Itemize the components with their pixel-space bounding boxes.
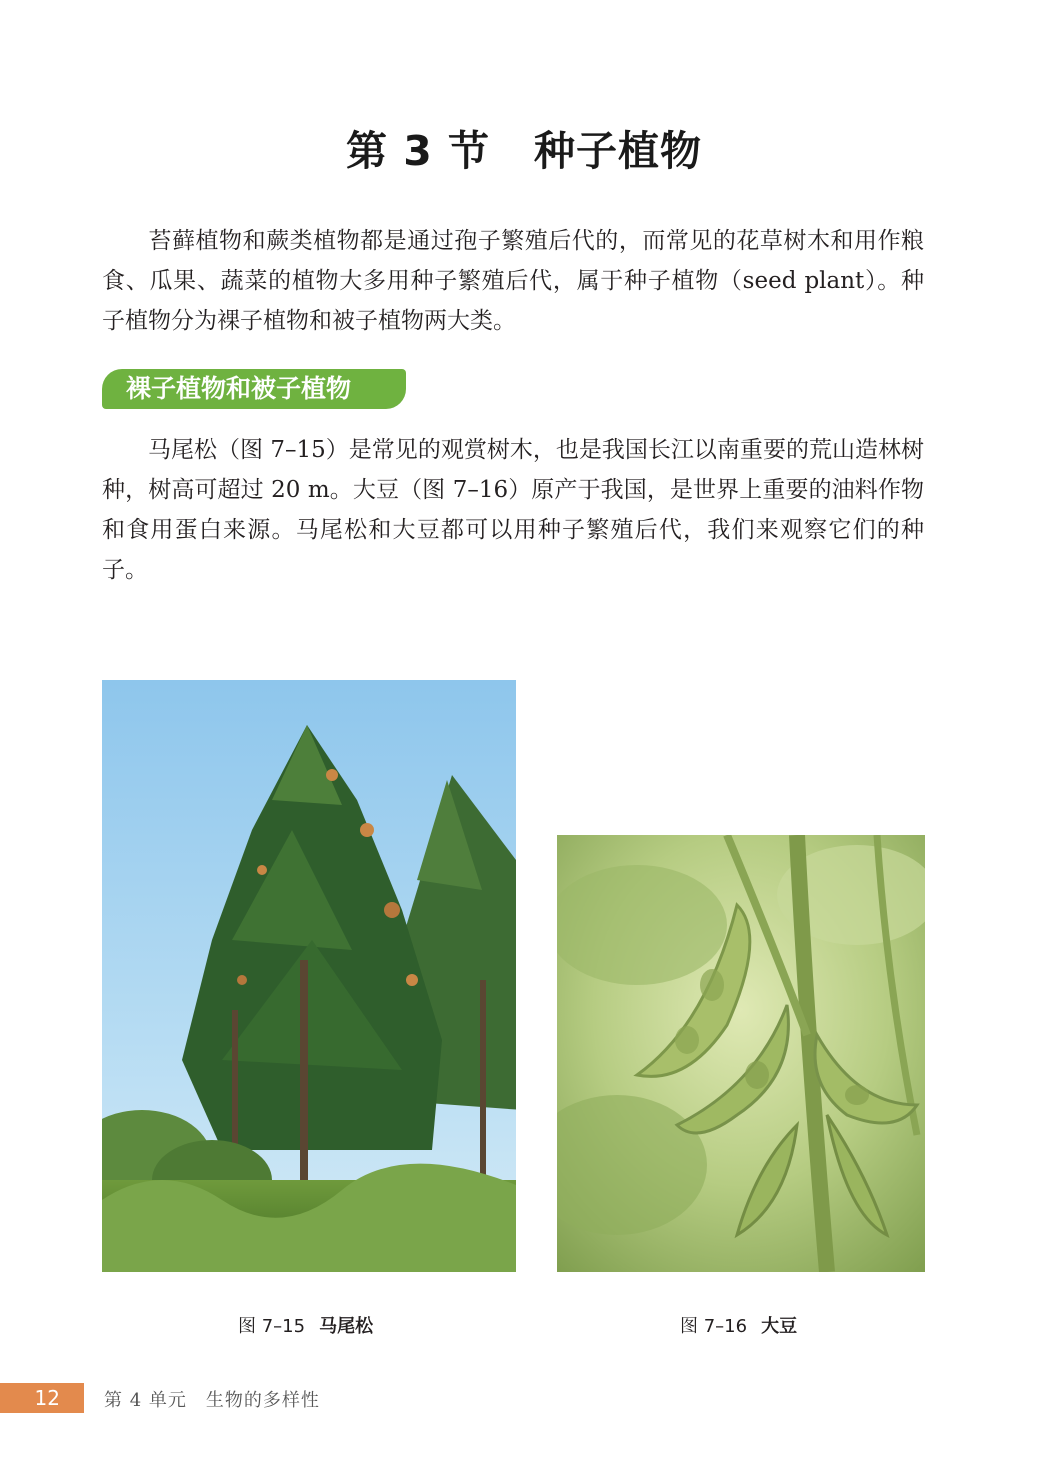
figure-caption-soybean: [680, 1312, 797, 1338]
soybean-photo: [557, 835, 925, 1272]
subsection-paragraph-text: 马尾松（图 7–15）是常见的观赏树木，也是我国长江以南重要的荒山造林树种，树高可超过 20 m。大豆（图 7–16）原产于我国，是世界上重要的油料作物和食用蛋白来源。马尾松和大豆都可以用种子繁殖后代，我们来观察它们的种子。: [102, 437, 924, 583]
subsection-heading: 裸子植物和被子植物: [102, 369, 406, 409]
page-number: 12: [0, 1383, 84, 1413]
intro-paragraph-text: 苔藓植物和蕨类植物都是通过孢子繁殖后代的，而常见的花草树木和用作粮食、瓜果、蔬菜的植物大多用种子繁殖后代，属于种子植物（seed plant）。种子植物分为裸子植物和被子植物两大类。: [102, 228, 924, 334]
section-name: 种子植物: [534, 127, 703, 175]
section-title: [0, 118, 1048, 177]
pine-tree-photo: [102, 680, 516, 1272]
figure-name-pine: 马尾松: [319, 1316, 374, 1337]
footer-unit-title: 第 4 单元 生物的多样性: [104, 1390, 320, 1411]
section-number: 第 3 节: [345, 127, 491, 175]
intro-paragraph: [102, 221, 924, 341]
figure-caption-pine: [238, 1312, 373, 1338]
subsection-paragraph: [102, 430, 924, 590]
figure-name-soybean: 大豆: [761, 1316, 798, 1337]
figure-number-pine: 图 7–15: [238, 1316, 306, 1337]
figure-number-soybean: 图 7–16: [680, 1316, 748, 1337]
